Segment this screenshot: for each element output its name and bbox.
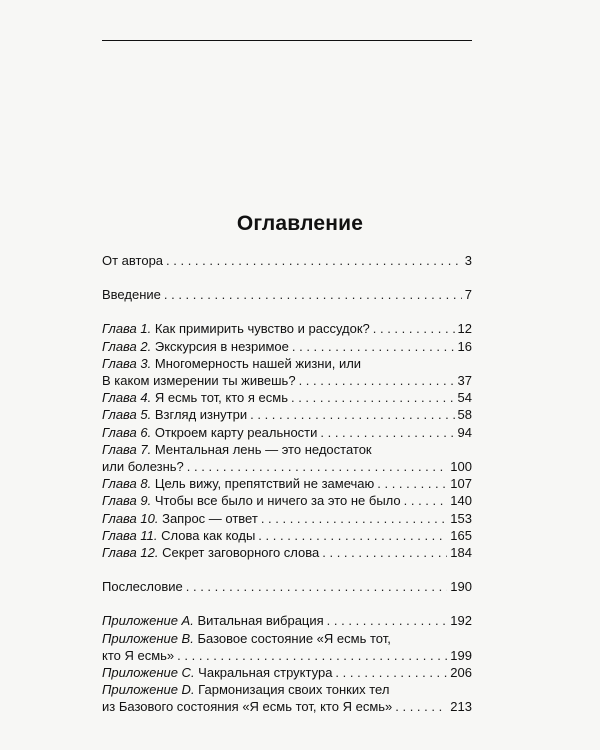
page-number: 54 [457, 390, 472, 406]
entry-label: Глава 9. Чтобы все было и ничего за это не было [102, 493, 401, 509]
dot-leader [187, 458, 448, 475]
entry-label: Глава 6. Откроем карту реальности [102, 424, 318, 440]
dot-leader [258, 527, 447, 544]
page-number: 140 [450, 493, 472, 509]
entry-label: Введение [102, 287, 161, 303]
page-number: 165 [450, 527, 472, 543]
entry-line [102, 630, 472, 647]
entry-prefix: Глава 4. [102, 390, 152, 406]
dot-leader [327, 612, 448, 629]
entry-label: Глава 3. Многомерность нашей жизни, или [102, 355, 362, 371]
page-number: 94 [457, 424, 472, 440]
entry-label: Приложение B. Базовое состояние «Я есмь тот, [102, 630, 391, 646]
page-number: 107 [450, 476, 472, 492]
entry-line [102, 698, 472, 715]
entry-line [102, 320, 472, 337]
entry-line [102, 612, 472, 629]
entry-label: Глава 8. Цель вижу, препятствий не замечаю [102, 476, 375, 492]
dot-leader [377, 475, 447, 492]
entry-line [102, 338, 472, 355]
toc-entry-appendix[interactable] [102, 612, 472, 629]
dot-leader [186, 578, 448, 595]
dot-leader [404, 492, 448, 509]
dot-leader [177, 647, 447, 664]
entry-line [102, 372, 472, 389]
entry-line [102, 510, 472, 527]
toc-entry-chapter[interactable] [102, 389, 472, 406]
toc-entry-chapter[interactable] [102, 544, 472, 561]
entry-prefix: Глава 3. [102, 355, 152, 371]
entry-label: кто Я есмь» [102, 647, 175, 663]
entry-label: Приложение C. Чакральная структура [102, 665, 333, 681]
dot-leader [320, 424, 454, 441]
toc-entry-appendix[interactable] [102, 681, 472, 715]
page-number: 100 [450, 459, 472, 475]
entry-line [102, 664, 472, 681]
entry-line [102, 458, 472, 475]
table-of-contents [102, 252, 472, 716]
toc-entry-chapter[interactable] [102, 475, 472, 492]
toc-entry-introduction[interactable] [102, 286, 472, 303]
header-rule [102, 40, 472, 41]
chapters-list [102, 320, 472, 561]
page-number: 199 [450, 647, 472, 663]
entry-label: От автора [102, 253, 164, 268]
entry-label: Глава 12. Секрет заговорного слова [102, 545, 320, 561]
toc-entry-appendix[interactable] [102, 630, 472, 664]
entry-prefix: Глава 7. [102, 441, 152, 457]
page-number: 16 [457, 338, 472, 354]
toc-entry-chapter[interactable] [102, 441, 472, 475]
entry-line [102, 424, 472, 441]
entry-prefix: Глава 2. [102, 338, 152, 354]
entry-label: В каком измерении ты живешь? [102, 373, 296, 389]
entry-line [102, 527, 472, 544]
entry-prefix: Приложение B. [102, 630, 194, 646]
entry-label: из Базового состояния «Я есмь тот, кто Я есмь» [102, 699, 393, 715]
page-number: 58 [457, 407, 472, 423]
entry-line [102, 492, 472, 509]
entry-prefix: Глава 1. [102, 321, 152, 337]
entry-line [102, 475, 472, 492]
entry-prefix: Приложение A. [102, 613, 194, 629]
page-number: 190 [450, 579, 472, 595]
dot-leader [166, 252, 462, 269]
toc-entry-chapter[interactable] [102, 320, 472, 337]
entry-prefix: Приложение D. [102, 682, 195, 698]
entry-line [102, 406, 472, 423]
entry-label: Глава 2. Экскурсия в незримое [102, 338, 289, 354]
dot-leader [373, 320, 455, 337]
dot-leader [395, 698, 447, 715]
toc-entry-chapter[interactable] [102, 406, 472, 423]
page-number: 213 [450, 699, 472, 715]
page-number: 192 [450, 613, 472, 629]
page-number: 37 [457, 373, 472, 389]
page-number: 184 [450, 545, 472, 561]
toc-entry-chapter[interactable] [102, 355, 472, 389]
dot-leader [322, 544, 447, 561]
entry-line [102, 647, 472, 664]
entry-prefix: Глава 12. [102, 545, 159, 561]
toc-entry-afterword[interactable] [102, 578, 472, 595]
entry-prefix: Глава 9. [102, 493, 152, 509]
entry-prefix: Глава 8. [102, 476, 152, 492]
page-title: Оглавление [236, 212, 364, 235]
toc-entry-chapter[interactable] [102, 527, 472, 544]
toc-entry-chapter[interactable] [102, 424, 472, 441]
entry-label: Глава 10. Запрос — ответ [102, 510, 258, 526]
entry-prefix: Глава 5. [102, 407, 152, 423]
entry-label: Глава 1. Как примирить чувство и рассудок? [102, 321, 370, 337]
page-number: 206 [450, 665, 472, 681]
entry-line [102, 389, 472, 406]
dot-leader [250, 406, 454, 423]
entry-prefix: Приложение C. [102, 665, 195, 681]
entry-label: Приложение A. Витальная вибрация [102, 613, 324, 629]
entry-label: Глава 4. Я есмь тот, кто я есмь [102, 390, 288, 406]
entry-prefix: Глава 11. [102, 527, 158, 543]
entry-label: или болезнь? [102, 459, 184, 475]
toc-entry-appendix[interactable] [102, 664, 472, 681]
entry-line [102, 544, 472, 561]
page-number: 3 [464, 253, 472, 268]
dot-leader [164, 286, 462, 303]
entry-line [102, 355, 472, 372]
dot-leader [261, 510, 447, 527]
dot-leader [291, 389, 455, 406]
dot-leader [335, 664, 447, 681]
entry-line [102, 441, 472, 458]
toc-entry-author-note[interactable] [102, 252, 472, 269]
entry-line [102, 681, 472, 698]
appendices-list [102, 612, 472, 715]
entry-label: Глава 5. Взгляд изнутри [102, 407, 248, 423]
entry-label: Послесловие [102, 579, 183, 595]
entry-label: Глава 11. Слова как коды [102, 527, 256, 543]
entry-prefix: Глава 10. [102, 510, 159, 526]
entry-label: Глава 7. Ментальная лень — это недостаток [102, 441, 372, 457]
page-number: 153 [450, 510, 472, 526]
toc-entry-chapter[interactable] [102, 338, 472, 355]
page-number: 7 [464, 287, 472, 303]
dot-leader [292, 338, 455, 355]
toc-entry-chapter[interactable] [102, 510, 472, 527]
entry-label: Приложение D. Гармонизация своих тонких тел [102, 682, 390, 698]
dot-leader [299, 372, 455, 389]
page-number: 12 [457, 321, 472, 337]
toc-entry-chapter[interactable] [102, 492, 472, 509]
entry-prefix: Глава 6. [102, 424, 152, 440]
